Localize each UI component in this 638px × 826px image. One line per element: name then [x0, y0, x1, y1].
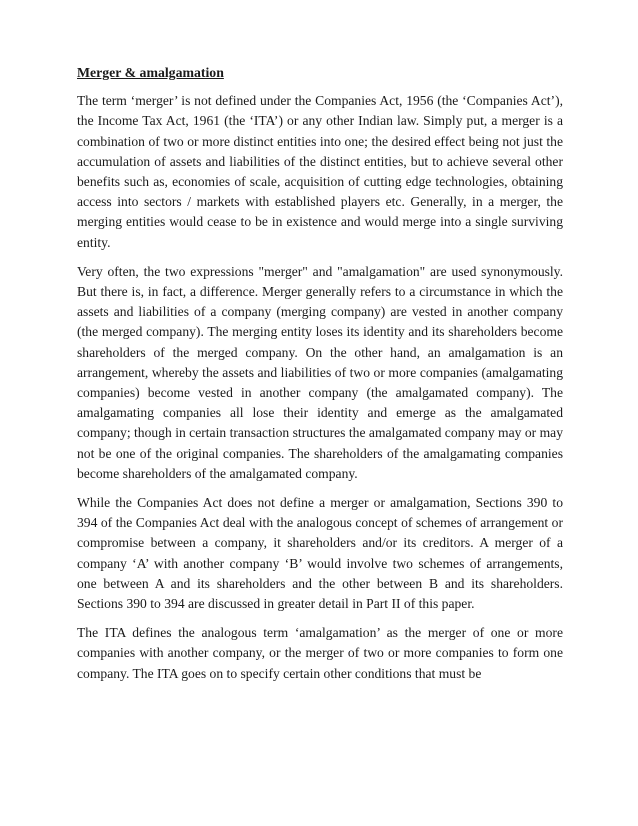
paragraph-companies-act-sections: While the Companies Act does not define a merger or amalgamation, Sections 390 to 394 of the Companies Act deal with the analogous concept of schemes of arrangement or compromise between a company, it shareholders and/or its creditors. A merger of a company ‘A’ with another company ‘B’ would involve two schemes of arrangements, one between A and its shareholders and the other between B and its shareholders. Sections 390 to 394 are discussed in greater detail in Part II of this paper. [77, 495, 563, 612]
paragraph-merger-vs-amalgamation: Very often, the two expressions "merger" and "amalgamation" are used synonymously. But there is, in fact, a difference. Merger generally refers to a circumstance in which the assets and liabilities of a company (merging company) are vested in another company (the merged company). The merging entity loses its identity and its shareholders become shareholders of the merged company. On the other hand, an amalgamation is an arrangement, whereby the assets and liabilities of two or more companies (amalgamating companies) become vested in another company (the amalgamated company). The amalgamating companies all lose their identity and emerge as the amalgamated company; though in certain transaction structures the amalgamated company may or may not be one of the original companies. The shareholders of the amalgamating companies become shareholders of the amalgamated company. [77, 263, 563, 481]
paragraph-merger-definition: The term ‘merger’ is not defined under the Companies Act, 1956 (the ‘Companies Act’), the Income Tax Act, 1961 (the ‘ITA’) or any other Indian law. Simply put, a merger is a combination of two or more distinct entities into one; the desired effect being not just the accumulation of assets and liabilities of the distinct entities, but to achieve several other benefits such as, economies of scale, acquisition of cutting edge technologies, obtaining access into sectors / markets with established players etc. Generally, in a merger, the merging entities would cease to be in existence and would merge into a single surviving entity. [77, 93, 563, 250]
document-body [77, 63, 563, 693]
paragraph-ita-definition: The ITA defines the analogous term ‘amalgamation’ as the merger of one or more companies with another company, or the merger of two or more companies to form one company. The ITA goes on to specify certain other conditions that must be [77, 625, 563, 681]
section-heading: Merger & amalgamation [77, 65, 224, 80]
